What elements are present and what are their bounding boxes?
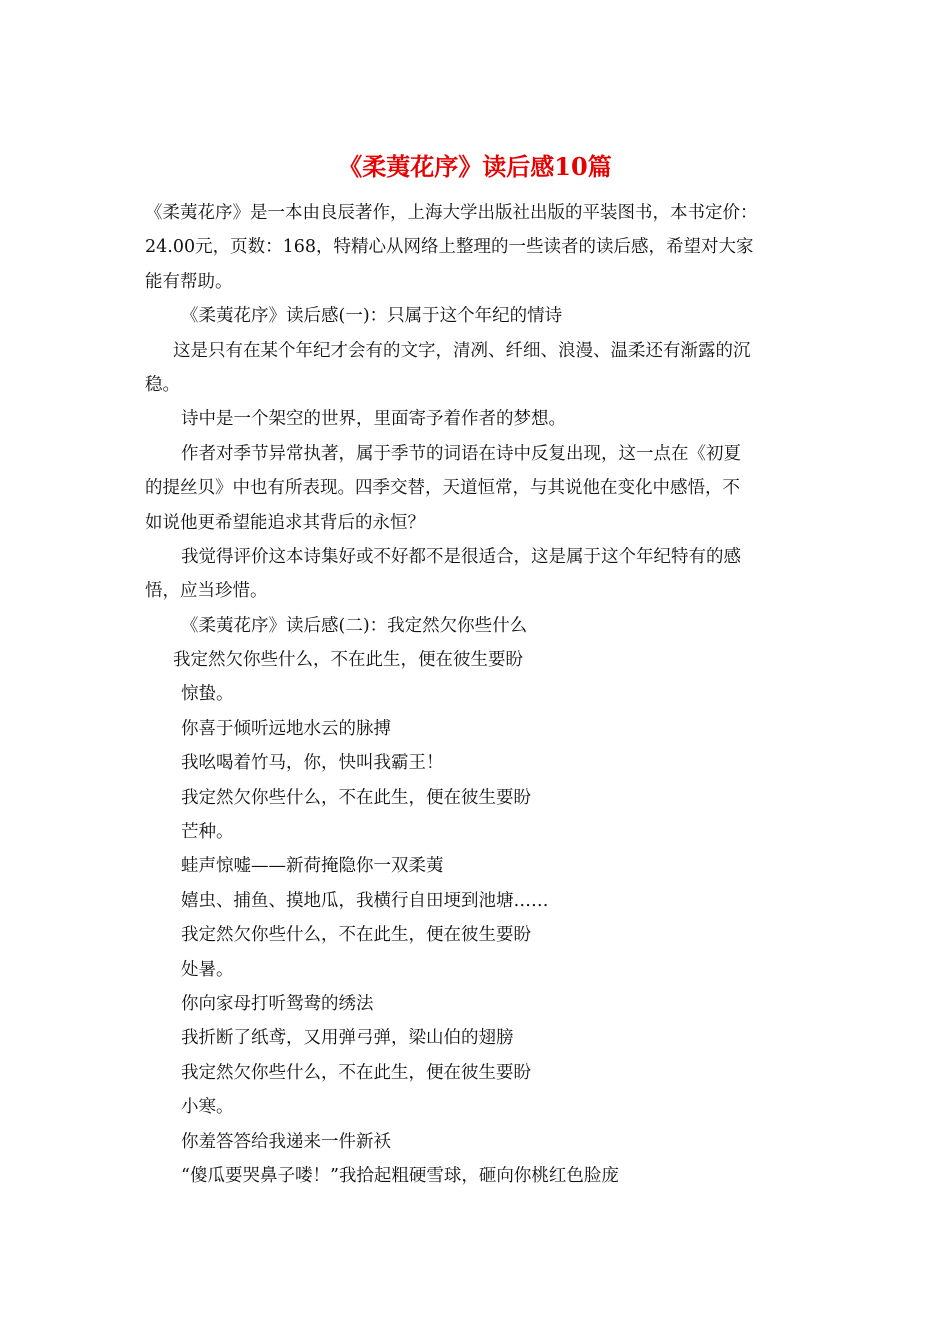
paragraph-line: 悟，应当珍惜。: [145, 581, 268, 602]
paragraph-line: 《柔荑花序》读后感(二)：我定然欠你些什么: [181, 615, 528, 636]
paragraph-line: 的提丝贝》中也有所表现。四季交替，天道恒常，与其说他在变化中感悟，不: [145, 478, 740, 499]
paragraph-line: 我吆喝着竹马，你，快叫我霸王！: [181, 753, 444, 774]
paragraph-line: 作者对季节异常执著，属于季节的词语在诗中反复出现，这一点在《初夏: [181, 443, 741, 464]
paragraph-line: 我觉得评价这本诗集好或不好都不是很适合，这是属于这个年纪特有的感: [181, 546, 741, 567]
document-body: [145, 196, 810, 1193]
paragraph-line: 诗中是一个架空的世界，里面寄予着作者的梦想。: [181, 409, 566, 430]
paragraph-line: 你喜于倾听远地水云的脉搏: [181, 718, 391, 739]
paragraph-line: “傻瓜要哭鼻子喽！”我拾起粗硬雪球，砸向你桃红色脸庞: [181, 1165, 619, 1186]
paragraph-line: 惊蛰。: [181, 684, 234, 705]
paragraph-line: 能有帮助。: [145, 271, 233, 292]
paragraph-line: 嬉虫、捕鱼、摸地瓜，我横行自田埂到池塘……: [181, 890, 549, 911]
document-title: 《柔荑花序》读后感10篇: [338, 152, 612, 181]
paragraph-line: 我定然欠你些什么，不在此生，便在彼生要盼: [173, 650, 523, 671]
paragraph-line: 你羞答答给我递来一件新袄: [181, 1131, 391, 1152]
paragraph-line: 24.00元，页数：168，特精心从网络上整理的一些读者的读后感，希望对大家: [145, 237, 754, 258]
paragraph-line: 这是只有在某个年纪才会有的文字，清冽、纤细、浪漫、温柔还有渐露的沉: [173, 340, 751, 361]
paragraph-line: 《柔荑花序》读后感(一)：只属于这个年纪的情诗: [181, 306, 563, 327]
paragraph-line: 《柔荑花序》是一本由良辰著作，上海大学出版社出版的平装图书，本书定价：: [145, 203, 758, 223]
paragraph-line: 小寒。: [181, 1097, 234, 1118]
paragraph-line: 处暑。: [181, 959, 234, 980]
paragraph-line: 蛙声惊嘘——新荷掩隐你一双柔荑: [181, 856, 444, 877]
paragraph-line: 芒种。: [181, 822, 234, 843]
paragraph-line: 你向家母打听鸳鸯的绣法: [181, 993, 374, 1014]
paragraph-line: 我折断了纸鸢，又用弹弓弹，梁山伯的翅膀: [181, 1028, 514, 1049]
paragraph-line: 我定然欠你些什么，不在此生，便在彼生要盼: [181, 787, 531, 808]
paragraph-line: 稳。: [145, 374, 180, 395]
paragraph-line: 如说他更希望能追求其背后的永恒？: [145, 512, 425, 533]
paragraph-line: 我定然欠你些什么，不在此生，便在彼生要盼: [181, 925, 531, 946]
paragraph-line: 我定然欠你些什么，不在此生，便在彼生要盼: [181, 1062, 531, 1083]
